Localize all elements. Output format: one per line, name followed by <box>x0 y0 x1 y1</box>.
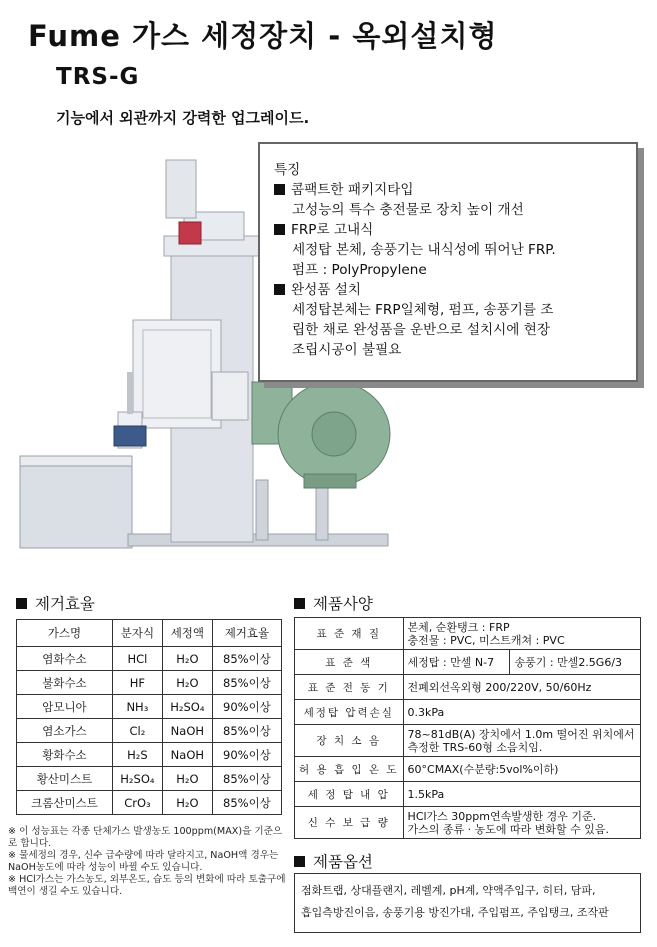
feature-desc: 립한 채로 완성품을 운반으로 설치시에 현장 <box>292 322 550 338</box>
table-cell: 황산미스트 <box>17 767 113 791</box>
square-bullet-icon <box>274 224 285 235</box>
spec-key: 신 수 보 급 량 <box>295 807 404 839</box>
removal-table <box>16 619 282 815</box>
spec-row <box>295 700 641 725</box>
spec-table <box>294 617 641 839</box>
spec-heading: 제품사양 <box>313 595 373 613</box>
square-bullet-icon <box>274 284 285 295</box>
table-cell: H₂O <box>162 791 212 815</box>
circulation-tank <box>20 464 132 548</box>
table-row <box>17 647 282 671</box>
table-cell: H₂O <box>162 647 212 671</box>
spec-row <box>295 618 641 650</box>
options-line: 점화트랩, 상대플랜지, 레벨계, pH계, 약액주입구, 히터, 담파, <box>301 884 596 897</box>
options-box <box>294 873 641 933</box>
table-cell: H₂O <box>162 671 212 695</box>
spec-value <box>403 782 640 807</box>
table-cell: 암모니아 <box>17 695 113 719</box>
options-heading: 제품옵션 <box>313 853 373 871</box>
spec-row <box>295 757 641 782</box>
table-cell: 85%이상 <box>212 719 281 743</box>
table-row <box>17 791 282 815</box>
table-header: 분자식 <box>112 620 162 647</box>
table-cell: 황화수소 <box>17 743 113 767</box>
spec-key: 세 정 탑 내 압 <box>295 782 404 807</box>
table-header: 세정액 <box>162 620 212 647</box>
spec-row <box>295 675 641 700</box>
table-cell: 염소가스 <box>17 719 113 743</box>
spec-key: 세정탑 압력손실 <box>295 700 404 725</box>
options-line: 흡입측방진이음, 송풍기용 방진가대, 주입펌프, 주입탱크, 조작판 <box>301 906 609 919</box>
table-cell: H₂SO₄ <box>112 767 162 791</box>
spec-value-line: 전폐외선옥외형 200/220V, 50/60Hz <box>407 681 592 694</box>
square-bullet-icon <box>294 856 305 867</box>
spec-key: 허 용 흡 입 온 도 <box>295 757 404 782</box>
square-bullet-icon <box>16 598 27 609</box>
spec-value-line: 78~81dB(A) 장치에서 1.0m 떨어진 위치에서 <box>407 727 635 741</box>
note-line: ※ 이 성능표는 각종 단체가스 발생농도 100ppm(MAX)을 기준으로 합니다. <box>8 826 283 849</box>
spec-value-2: 송풍기 : 만셀2.5G6/3 <box>510 650 641 675</box>
spec-value-line: 충전물 : PVC, 미스트캐쳐 : PVC <box>407 633 565 647</box>
feature-item <box>274 180 626 200</box>
square-bullet-icon <box>294 598 305 609</box>
table-row <box>17 671 282 695</box>
options-heading-row <box>294 850 373 872</box>
table-header: 제거효율 <box>212 620 281 647</box>
spec-value-line: 측정한 TRS-60형 소음치임. <box>407 740 543 754</box>
table-cell: 90%이상 <box>212 695 281 719</box>
spec-row <box>295 807 641 839</box>
feature-title: 완성품 설치 <box>291 282 361 298</box>
table-header: 가스명 <box>17 620 113 647</box>
square-bullet-icon <box>274 184 285 195</box>
features-heading: 특징 <box>274 162 301 178</box>
table-cell: 불화수소 <box>17 671 113 695</box>
features-box <box>258 142 638 382</box>
feature-title: FRP로 고내식 <box>291 222 374 238</box>
page-title: Fume 가스 세정장치 - 옥외설치형 <box>28 19 498 53</box>
table-cell: NaOH <box>162 743 212 767</box>
feature-desc: 조립시공이 불필요 <box>292 342 402 358</box>
feature-item <box>274 220 626 240</box>
removal-heading: 제거효율 <box>35 595 95 613</box>
spec-key: 표 준 재 질 <box>295 618 404 650</box>
table-cell: 90%이상 <box>212 743 281 767</box>
spec-key: 표 준 색 <box>295 650 404 675</box>
spec-value-line: 본체, 순환탱크 : FRP <box>407 620 510 634</box>
table-cell: NH₃ <box>112 695 162 719</box>
spec-heading-row <box>294 592 373 614</box>
spec-key: 장 치 소 음 <box>295 725 404 757</box>
feature-title: 콤팩트한 패키지타입 <box>291 182 414 198</box>
table-cell: 85%이상 <box>212 767 281 791</box>
feature-item <box>274 280 626 300</box>
spec-value-line: 1.5kPa <box>407 787 445 801</box>
table-cell: 85%이상 <box>212 791 281 815</box>
table-cell: H₂S <box>112 743 162 767</box>
spec-row <box>295 650 641 675</box>
table-row <box>17 695 282 719</box>
spec-value-line: HCl가스 30ppm연속발생한 경우 기준. <box>407 809 597 823</box>
table-cell: NaOH <box>162 719 212 743</box>
note-line: ※ 물세정의 경우, 신수 급수량에 따라 달라지고, NaOH액 경우는 NaOH농도에 따라 성능이 바뀔 수도 있습니다. <box>8 850 279 873</box>
table-cell: 크롬산미스트 <box>17 791 113 815</box>
spec-value <box>403 757 640 782</box>
spec-value-line: 0.3kPa <box>407 705 445 719</box>
inspection-door <box>133 320 221 428</box>
removal-notes <box>8 826 288 898</box>
removal-heading-row <box>16 592 95 614</box>
table-cell: H₂O <box>162 767 212 791</box>
table-row <box>17 767 282 791</box>
spec-value <box>403 650 510 675</box>
tagline: 기능에서 외관까지 강력한 업그레이드. <box>56 109 310 127</box>
pump-motor <box>114 426 146 446</box>
table-cell: HCl <box>112 647 162 671</box>
feature-desc: 고성능의 특수 충전물로 장치 높이 개선 <box>292 202 524 218</box>
feature-desc: 펌프 : PolyPropylene <box>292 262 427 278</box>
inlet-duct <box>166 160 196 218</box>
table-cell: H₂SO₄ <box>162 695 212 719</box>
spec-value-line: 세정탑 : 만셀 N-7 <box>407 656 495 669</box>
spec-value <box>403 807 640 839</box>
table-row <box>17 719 282 743</box>
model-name: TRS-G <box>56 64 140 90</box>
table-cell: Cl₂ <box>112 719 162 743</box>
spec-value-line: 60°CMAX(수분량:5vol%이하) <box>407 763 559 776</box>
spec-value <box>403 700 640 725</box>
spec-value <box>403 725 640 757</box>
spec-value-line: 가스의 종류 · 농도에 따라 변화할 수 있음. <box>407 822 610 836</box>
table-cell: 85%이상 <box>212 671 281 695</box>
table-cell: HF <box>112 671 162 695</box>
spec-row <box>295 782 641 807</box>
feature-desc: 세정탑본체는 FRP일체형, 펌프, 송풍기를 조 <box>292 302 554 318</box>
spec-key: 표 준 전 동 기 <box>295 675 404 700</box>
spec-row <box>295 725 641 757</box>
top-flange <box>179 222 201 244</box>
spec-value <box>403 618 640 650</box>
table-cell: CrO₃ <box>112 791 162 815</box>
spec-value <box>403 675 640 700</box>
table-row <box>17 743 282 767</box>
feature-desc: 세정탑 본체, 송풍기는 내식성에 뛰어난 FRP. <box>292 242 556 258</box>
table-cell: 85%이상 <box>212 647 281 671</box>
note-line: ※ HCl가스는 가스농도, 외부온도, 습도 등의 변화에 따라 토출구에 백연이 생길 수도 있습니다. <box>8 874 286 897</box>
table-cell: 염화수소 <box>17 647 113 671</box>
